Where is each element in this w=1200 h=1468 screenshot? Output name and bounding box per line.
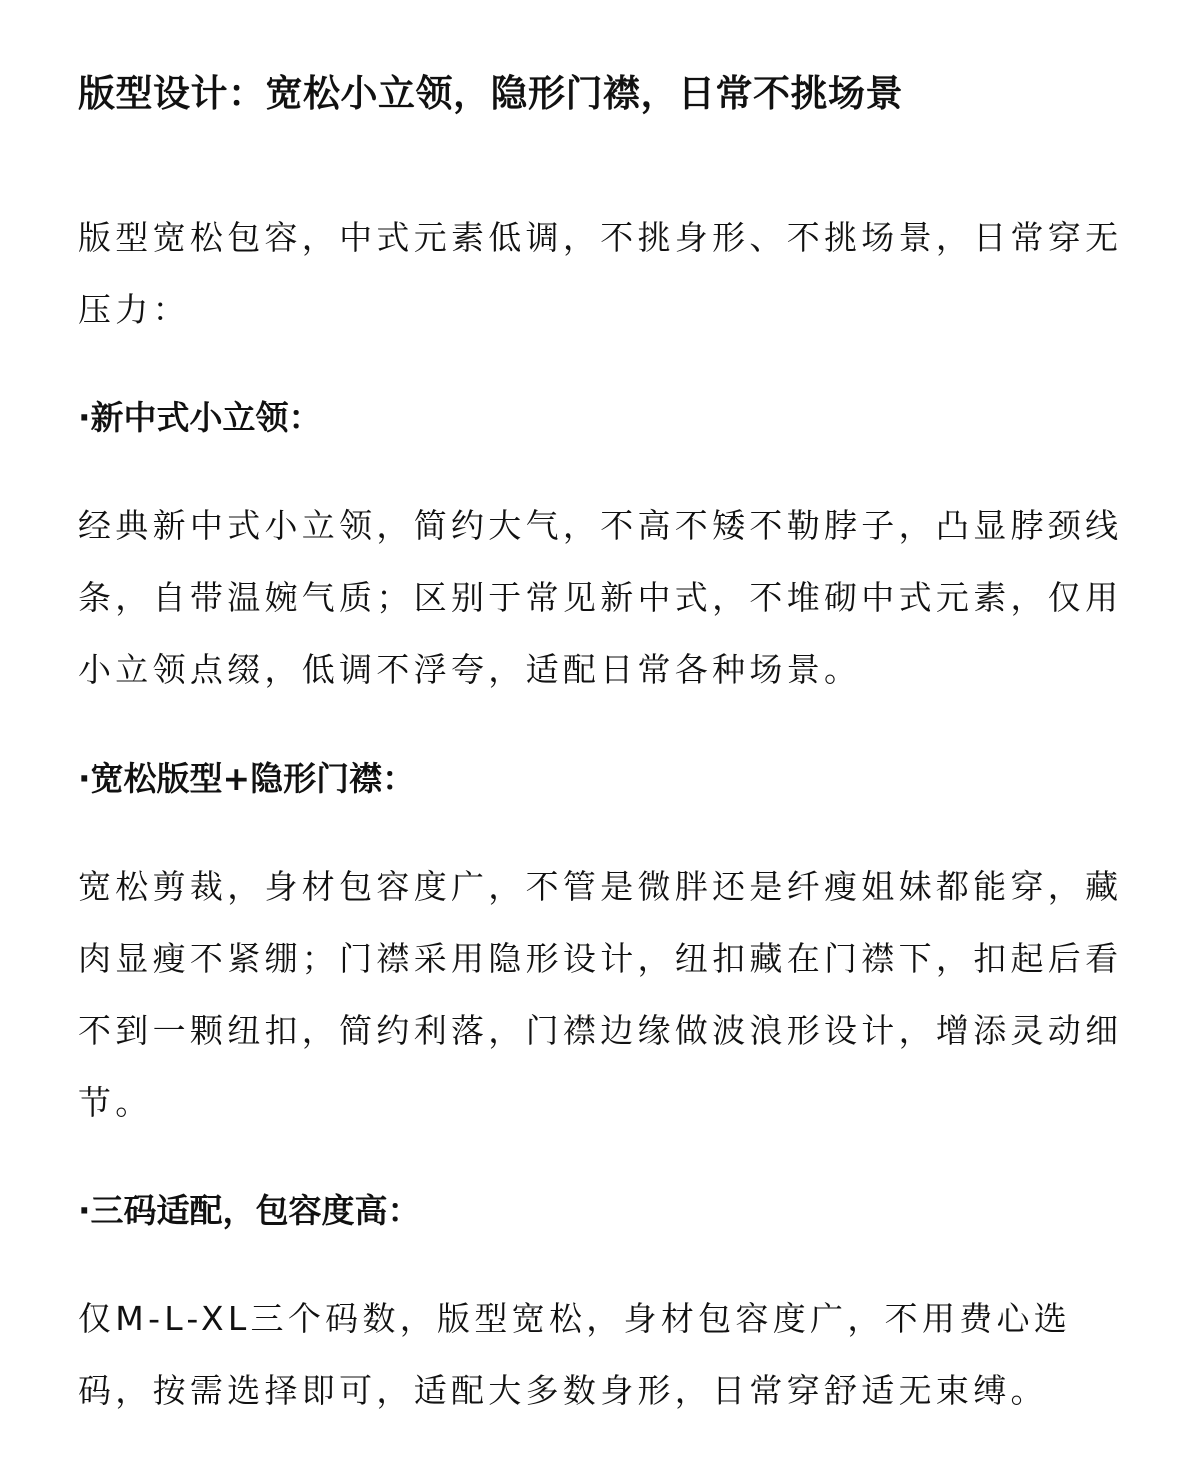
section-heading-fit: ·宽松版型+隐形门襟： [78,759,416,798]
section-body-fit: 宽松剪裁，身材包容度广，不管是微胖还是纤瘦姐妹都能穿，藏肉显瘦不紧绷；门襟采用隐形设计，纽扣藏在门襟下，扣起后看不到一颗纽扣，简约利落，门襟边缘做波浪形设计，增添灵动细节。 [78,867,1123,1122]
section-body-sizes: 仅M-L-XL三个码数，版型宽松，身材包容度广，不用费心选码，按需选择即可，适配大多数身形，日常穿舒适无束缚。 [78,1299,1072,1410]
section-body-collar: 经典新中式小立领，简约大气，不高不矮不勒脖子，凸显脖颈线条，自带温婉气质；区别于常见新中式，不堆砌中式元素，仅用小立领点缀，低调不浮夸，适配日常各种场景。 [78,506,1123,689]
section-heading-sizes: ·三码适配，包容度高： [78,1191,421,1230]
page-title: 版型设计：宽松小立领，隐形门襟，日常不挑场景 [78,72,903,115]
section-heading-collar: ·新中式小立领： [78,398,322,437]
intro-paragraph: 版型宽松包容，中式元素低调，不挑身形、不挑场景，日常穿无压力： [78,218,1123,329]
